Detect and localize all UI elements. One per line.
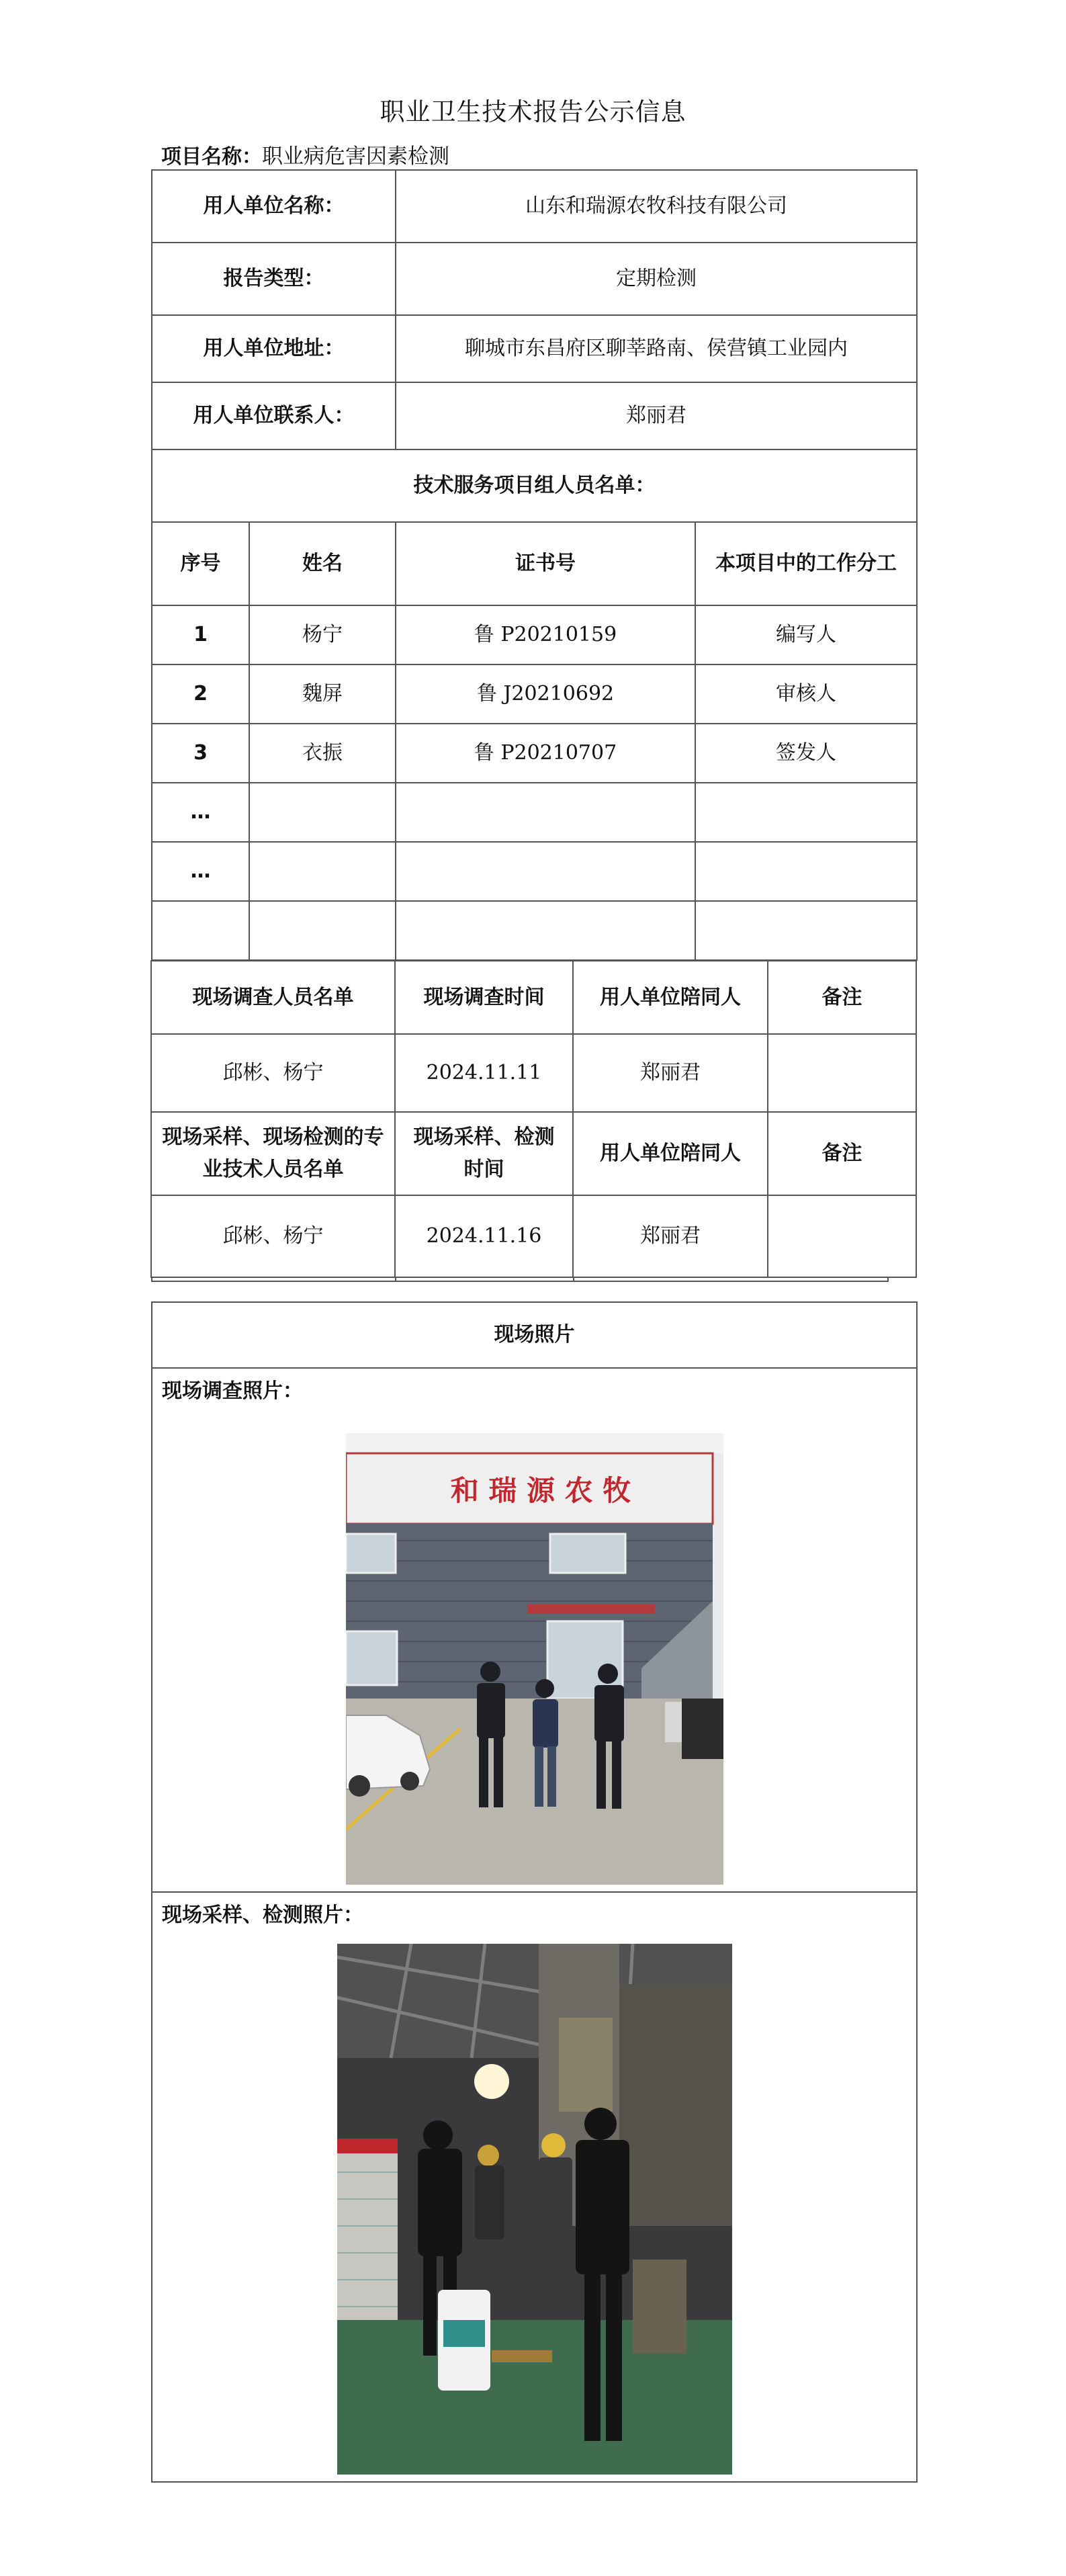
survey-staff: 邱彬、杨宁 [150,1033,396,1113]
team-cell [396,901,695,960]
team-cell: 1 [152,605,249,664]
sampling-header-escort: 用人单位陪同人 [572,1111,768,1196]
photos-heading-row [152,1302,917,1368]
survey-photo-image [346,1433,723,1885]
col-header-role: 本项目中的工作分工 [695,522,917,605]
sampling-header-remark: 备注 [767,1111,917,1196]
site-photos-table [151,1301,918,2483]
team-cell: 审核人 [695,664,917,724]
survey-photo-label: 现场调查照片： [162,1379,303,1403]
info-value: 郑丽君 [396,382,917,449]
team-heading: 技术服务项目组人员名单： [152,449,917,522]
sampling-photo-image [337,1944,732,2475]
survey-photo-row [152,1368,917,1892]
info-row [152,170,917,243]
survey-header-escort: 用人单位陪同人 [572,960,768,1035]
info-label: 用人单位联系人： [152,382,396,449]
team-cell: 鲁 P20210707 [396,724,695,783]
team-heading-row [152,449,917,522]
team-row [152,605,917,664]
team-cell [695,842,917,901]
team-cell: … [152,842,249,901]
info-value: 山东和瑞源农牧科技有限公司 [396,170,917,243]
survey-escort: 郑丽君 [572,1033,768,1113]
sampling-time: 2024.11.16 [394,1195,574,1278]
team-cell [396,842,695,901]
team-cell: 3 [152,724,249,783]
survey-header-remark: 备注 [767,960,917,1035]
team-cell: 魏屏 [249,664,396,724]
project-label: 项目名称： [161,145,262,169]
team-cell [152,901,249,960]
sampling-photo-cell [152,1892,917,2482]
info-label: 用人单位地址： [152,315,396,382]
team-cell: 衣振 [249,724,396,783]
team-cell [249,783,396,842]
team-cell: 2 [152,664,249,724]
team-cell [695,901,917,960]
col-header-name: 姓名 [249,522,396,605]
team-cell: 鲁 J20210692 [396,664,695,724]
team-row [152,901,917,960]
team-cell: 编写人 [695,605,917,664]
info-value: 定期检测 [396,243,917,315]
team-cell [396,783,695,842]
sampling-remark [767,1195,917,1278]
team-row [152,783,917,842]
team-cell: 鲁 P20210159 [396,605,695,664]
sampling-staff: 邱彬、杨宁 [150,1195,396,1278]
team-cell: 签发人 [695,724,917,783]
col-header-index: 序号 [152,522,249,605]
team-cell [695,783,917,842]
info-row [152,315,917,382]
info-row [152,382,917,449]
sampling-photo-label: 现场采样、检测照片： [162,1903,363,1927]
info-label: 用人单位名称： [152,170,396,243]
sampling-escort: 郑丽君 [572,1195,768,1278]
team-header-row [152,522,917,605]
project-line [161,139,449,169]
team-cell [249,842,396,901]
info-label: 报告类型： [152,243,396,315]
team-cell: … [152,783,249,842]
survey-photo-cell [152,1368,917,1892]
sampling-photo [337,1944,732,2475]
sign-text: 和 瑞 源 农 牧 [450,1474,631,1507]
col-header-cert: 证书号 [396,522,695,605]
sampling-photo-row [152,1892,917,2482]
survey-photo [346,1433,723,1885]
team-row [152,842,917,901]
photos-heading: 现场照片 [152,1302,917,1368]
team-row [152,664,917,724]
survey-time: 2024.11.11 [394,1033,574,1113]
sampling-header-staff: 现场采样、现场检测的专业技术人员名单 [150,1111,396,1196]
team-row [152,724,917,783]
page-title: 职业卫生技术报告公示信息 [380,97,686,126]
team-cell [249,901,396,960]
sampling-header-time: 现场采样、检测时间 [394,1111,574,1196]
survey-header-staff: 现场调查人员名单 [150,960,396,1035]
team-cell: 杨宁 [249,605,396,664]
project-value: 职业病危害因素检测 [262,144,449,169]
survey-remark [767,1033,917,1113]
info-value: 聊城市东昌府区聊莘路南、侯营镇工业园内 [396,315,917,382]
survey-grid [151,961,916,1277]
info-row [152,243,917,315]
survey-header-time: 现场调查时间 [394,960,574,1035]
